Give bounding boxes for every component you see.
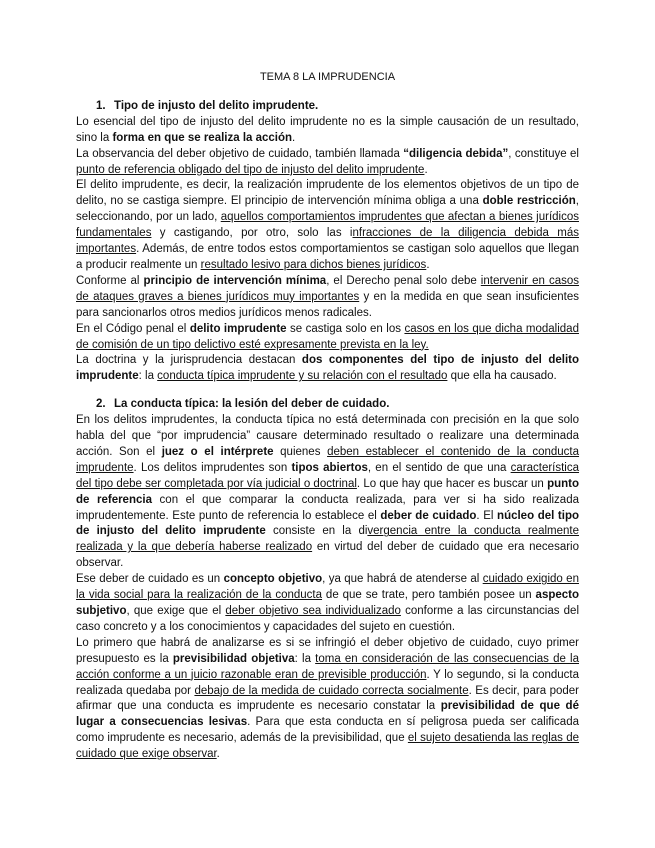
text-run: , ya que habrá de atenderse al [322, 573, 483, 586]
section-number: 1. [96, 99, 106, 112]
text-run: en virtud del deber de cuidado que era necesario observar. [76, 541, 579, 570]
bold-text: aspecto subjetivo [76, 589, 580, 617]
bold-text: principio de intervención mínima [143, 274, 327, 287]
text-run: En los delitos imprudentes, la conducta típica no está determinada con precisión en la que solo habla del que “por imprudencia” causare determinado resultado o realizare una determinada acción. Son el [76, 414, 579, 458]
text-run: . El [476, 509, 498, 522]
text-run: Lo primero que habrá de analizarse es si se infringió el deber objetivo de cuidado, cuyo primer presupuesto es la [76, 636, 579, 665]
text-run: Ese deber de cuidado es un [76, 573, 224, 586]
section-title: La conducta típica: la lesión del deber de cuidado. [114, 398, 390, 411]
text-run: . Lo que hay que hacer es buscar un [356, 477, 548, 490]
bold-text: tipos abiertos [291, 461, 368, 474]
bold-text: núcleo del tipo de injusto del delito imprudente [76, 509, 580, 538]
page-title: TEMA 8 LA IMPRUDENCIA [259, 71, 396, 83]
bold-text: dos componentes del tipo de injusto del delito imprudente [76, 354, 579, 383]
text-run: , seleccionando, por un lado, [76, 195, 579, 224]
paragraph [76, 115, 579, 147]
text-run: de que se trate, pero también posee un [322, 589, 536, 602]
text-run: . Es decir, para poder afirmar que una conducta es imprudente es necesario constatar la [76, 684, 579, 713]
text-run: . Para que esta conducta en sí peligrosa pueda ser calificada como imprudente es necesario, además de la previsibilidad, que [76, 716, 579, 745]
text-run: . [426, 258, 430, 271]
text-run: . [424, 163, 428, 176]
bold-text: deber de cuidado [380, 509, 477, 522]
text-run: , que exige que el [126, 605, 226, 617]
text-run: . [292, 131, 296, 144]
bold-text: punto de referencia [76, 477, 579, 506]
underlined-text: nfracciones de la diligencia debida más importantes [76, 227, 580, 256]
underlined-text: conducta típica imprudente y su relación con el resultado [157, 370, 448, 383]
underlined-text: punto de referencia obligado del tipo de injusto del delito imprudente [76, 163, 425, 176]
text-run: se castiga solo en los [286, 322, 405, 335]
section-1 [76, 99, 579, 385]
text-run: , el Derecho penal solo debe [326, 274, 481, 287]
underlined-text: debajo de la medida de cuidado correcta socialmente [194, 684, 469, 697]
text-run: quienes [273, 445, 328, 458]
underlined-text: toma en consideración de las consecuencias de la acción conforme a un juicio razonable eran de previsible producción [76, 652, 579, 681]
paragraph [76, 353, 579, 385]
bold-text: forma en que se realiza la acción [112, 131, 293, 144]
text-run: La observancia del deber objetivo de cuidado, también llamada [76, 147, 404, 160]
text-run: . Y lo segundo, si la conducta realizada quedaba por [76, 668, 579, 697]
bold-text: “diligencia debida” [403, 147, 509, 160]
underlined-text: cuidado exigido en la vida social para la realización de la conducta [76, 573, 579, 602]
text-run: . [216, 748, 220, 761]
underlined-text: característica del tipo debe ser completada por vía judicial o doctrinal [76, 461, 580, 490]
bold-text: juez o el intérprete [161, 445, 274, 458]
underlined-text: casos en los que dicha modalidad de comisión de un tipo delictivo esté expresamente prevista en la ley. [76, 322, 579, 351]
underlined-text: deber objetivo sea individualizado [225, 605, 401, 617]
underlined-text: deben establecer el contenido de la conducta imprudente [76, 445, 580, 474]
section-title: Tipo de injusto del delito imprudente. [114, 99, 319, 112]
underlined-text: vergencia entre la conducta realmente realizada y la que debería haberse realizado [76, 525, 579, 554]
paragraph [76, 322, 579, 354]
bold-text: doble restricción [482, 195, 576, 208]
underlined-text: aquellos comportamientos imprudentes que afectan a bienes jurídicos fundamentales [76, 211, 579, 240]
text-run: consiste en la di [265, 525, 368, 538]
text-run: que ella ha causado. [447, 370, 557, 383]
text-run: . Los delitos imprudentes son [133, 461, 292, 474]
text-run: , en el sentido de que una [367, 461, 511, 474]
section-2 [76, 397, 579, 763]
underlined-text: resultado lesivo para dichos bienes jurídicos [200, 258, 427, 271]
bold-text: previsibilidad de que dé lugar a consecuencias lesivas [76, 700, 579, 729]
section-heading [96, 397, 579, 413]
text-run: y en la medida en que sean insuficientes para sancionarlos otros medios jurídicos menos radicales. [76, 290, 579, 319]
section-heading [96, 99, 579, 115]
paragraph [76, 413, 579, 572]
bold-text: concepto objetivo [223, 573, 323, 586]
text-run: , constituye el [508, 147, 579, 160]
underlined-text: el sujeto desatienda las reglas de cuidado que exige observar [76, 732, 579, 761]
bold-text: previsibilidad objetiva [172, 652, 295, 665]
section-spacer [76, 385, 579, 397]
text-run: : la [294, 652, 316, 665]
text-run: El delito imprudente, es decir, la realización imprudente de los elementos objetivos de un tipo de delito, no se castiga siempre. El principio de intervención mínima obliga a una [76, 179, 579, 208]
text-run: Lo esencial del tipo de injusto del delito imprudente no es la simple causación de un resultado, sino la [76, 115, 579, 144]
paragraph [76, 572, 579, 636]
document-page [76, 70, 579, 763]
paragraph [76, 178, 579, 273]
text-run: . Además, de entre todos estos comportamientos se castigan solo aquellos que llegan a producir realmente un [76, 243, 579, 271]
text-run: y castigando, por otro, solo las i [151, 227, 353, 240]
text-run: La doctrina y la jurisprudencia destacan [76, 354, 302, 367]
text-run: con el que comparar la conducta realizada, para ver si ha sido realizada imprudentemente. Este punto de referencia lo establece el [76, 493, 579, 522]
text-run: conforme a las circunstancias del caso concreto y a los conocimientos y capacidades del sujeto en cuestión. [76, 605, 579, 633]
paragraph [76, 274, 579, 322]
underlined-text: intervenir en casos de ataques graves a bienes jurídicos muy importantes [76, 274, 579, 303]
text-run: : la [138, 370, 158, 383]
paragraph [76, 636, 579, 763]
text-run: Conforme al [76, 274, 144, 287]
section-number: 2. [96, 398, 106, 411]
paragraph [76, 147, 579, 179]
bold-text: delito imprudente [189, 322, 287, 335]
text-run: En el Código penal el [76, 322, 190, 335]
